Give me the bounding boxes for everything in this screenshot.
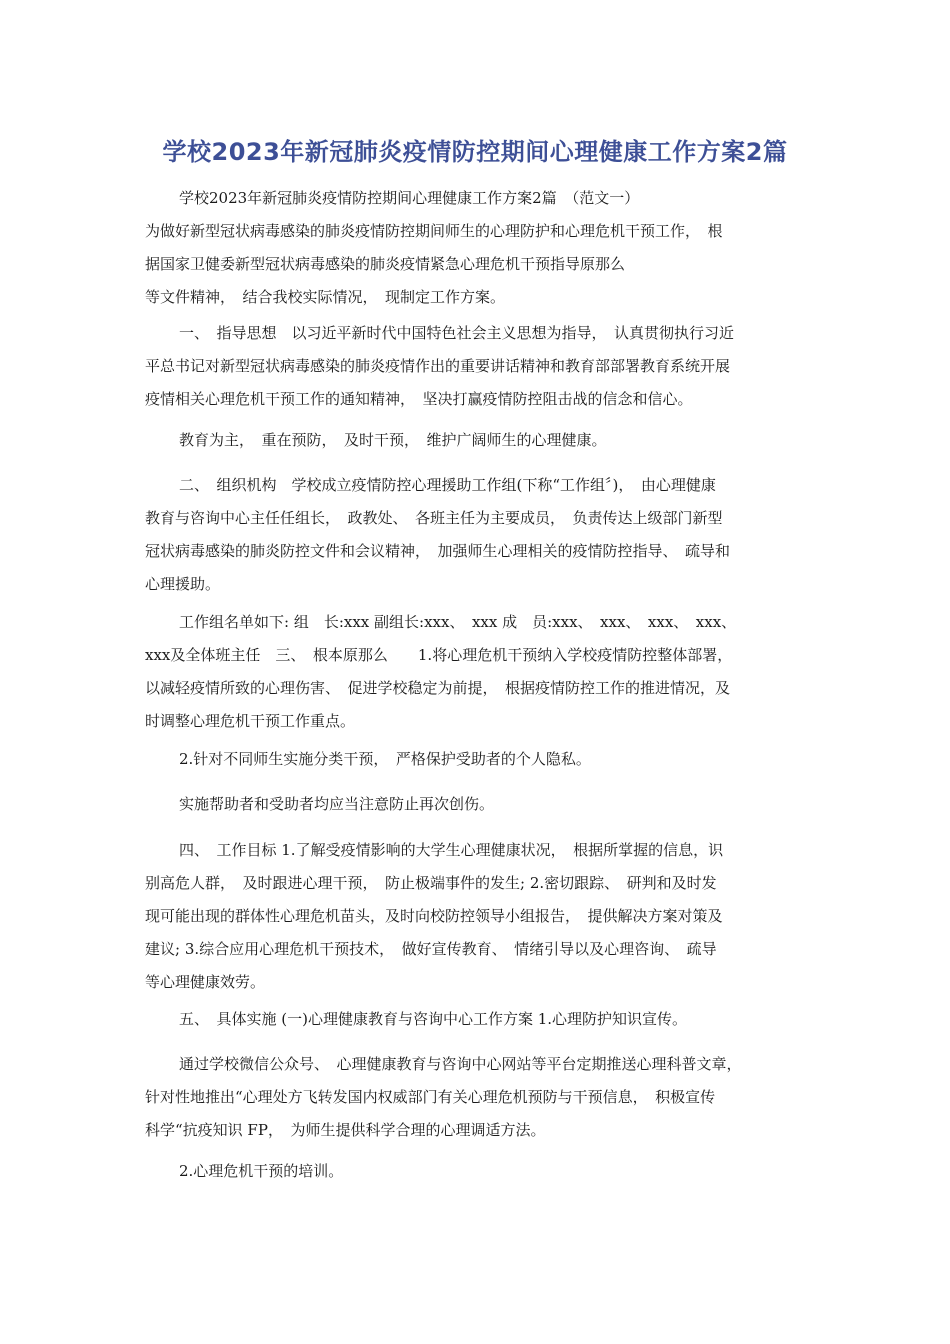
text-line: 一、 指导思想 以习近平新时代中国特色社会主义思想为指导， 认真贯彻执行习近 bbox=[179, 324, 735, 342]
paragraph-organization bbox=[145, 469, 805, 601]
text-line: 通过学校微信公众号、 心理健康教育与咨询中心网站等平台定期推送心理科普文章， bbox=[179, 1055, 742, 1073]
text-line: 等心理健康效劳。 bbox=[145, 973, 266, 991]
text-line: 平总书记对新型冠状病毒感染的肺炎疫情作出的重要讲话精神和教育部部署教育系统开展 bbox=[145, 357, 731, 375]
paragraph-work-goals bbox=[145, 834, 805, 999]
paragraph-classified-intervention bbox=[145, 743, 805, 776]
text-line: 针对性地推出“心理处方飞转发国内权威部门有关心理危机预防与干预信息， 积极宣传 bbox=[145, 1088, 716, 1106]
text-line: xxx及全体班主任 三、 根本原那么 1.将心理危机干预纳入学校疫情防控整体部署， bbox=[145, 646, 733, 664]
text-line: 四、 工作目标 1.了解受疫情影响的大学生心理健康状况， 根据所掌握的信息，识 bbox=[179, 841, 724, 859]
paragraph-publicity bbox=[145, 1048, 805, 1147]
text-line: 2.针对不同师生实施分类干预， 严格保护受助者的个人隐私。 bbox=[179, 750, 591, 768]
text-line: 别高危人群， 及时跟进心理干预， 防止极端事件的发生; 2.密切跟踪、 研判和及时发 bbox=[145, 874, 717, 892]
text-line: 学校2023年新冠肺炎疫情防控期间心理健康工作方案2篇 （范文一） bbox=[179, 189, 640, 207]
text-line: 实施帮助者和受助者均应当注意防止再次创伤。 bbox=[179, 795, 495, 813]
text-line: 教育与咨询中心主任任组长， 政教处、 各班主任为主要成员， 负责传达上级部门新型 bbox=[145, 509, 723, 527]
text-line: 建议; 3.综合应用心理危机干预技术， 做好宣传教育、 情绪引导以及心理咨询、 疏导 bbox=[145, 940, 717, 958]
paragraph-prevention bbox=[145, 424, 805, 457]
paragraph-implementation bbox=[145, 1003, 805, 1036]
text-line: 工作组名单如下: 组 长:xxx 副组长:xxx、 xxx 成 员:xxx、 xxx、 xxx、 xxx、 bbox=[179, 613, 737, 631]
text-line: 时调整心理危机干预工作重点。 bbox=[145, 712, 356, 730]
text-line: 冠状病毒感染的肺炎防控文件和会议精神， 加强师生心理相关的疫情防控指导、 疏导和 bbox=[145, 542, 731, 560]
text-line: 五、 具体实施 (一)心理健康教育与咨询中心工作方案 1.心理防护知识宣传。 bbox=[179, 1010, 688, 1028]
paragraph-team-list bbox=[145, 606, 805, 738]
text-line: 科学“抗疫知识 FP， 为师生提供科学合理的心理调适方法。 bbox=[145, 1121, 546, 1139]
text-line: 2.心理危机干预的培训。 bbox=[179, 1162, 344, 1180]
text-line: 疫情相关心理危机干预工作的通知精神， 坚决打赢疫情防控阻击战的信念和信心。 bbox=[145, 390, 693, 408]
paragraph-intro bbox=[145, 182, 805, 314]
text-line: 教育为主， 重在预防， 及时干预， 维护广阔师生的心理健康。 bbox=[179, 431, 607, 449]
text-line: 以减轻疫情所致的心理伤害、 促进学校稳定为前提， 根据疫情防控工作的推进情况，及 bbox=[145, 679, 731, 697]
paragraph-avoid-trauma bbox=[145, 788, 805, 821]
text-line: 二、 组织机构 学校成立疫情防控心理援助工作组(下称“工作组〞)， 由心理健康 bbox=[179, 476, 716, 494]
paragraph-guiding-ideology bbox=[145, 317, 805, 416]
paragraph-training bbox=[145, 1155, 805, 1188]
text-line: 为做好新型冠状病毒感染的肺炎疫情防控期间师生的心理防护和心理危机干预工作， 根 bbox=[145, 222, 723, 240]
text-line: 据国家卫健委新型冠状病毒感染的肺炎疫情紧急心理危机干预指导原那么 bbox=[145, 255, 626, 273]
text-line: 等文件精神， 结合我校实际情况， 现制定工作方案。 bbox=[145, 288, 506, 306]
text-line: 现可能出现的群体性心理危机苗头，及时向校防控领导小组报告， 提供解决方案对策及 bbox=[145, 907, 723, 925]
text-line: 心理援助。 bbox=[145, 575, 221, 593]
document-title: 学校2023年新冠肺炎疫情防控期间心理健康工作方案2篇 bbox=[162, 138, 788, 166]
